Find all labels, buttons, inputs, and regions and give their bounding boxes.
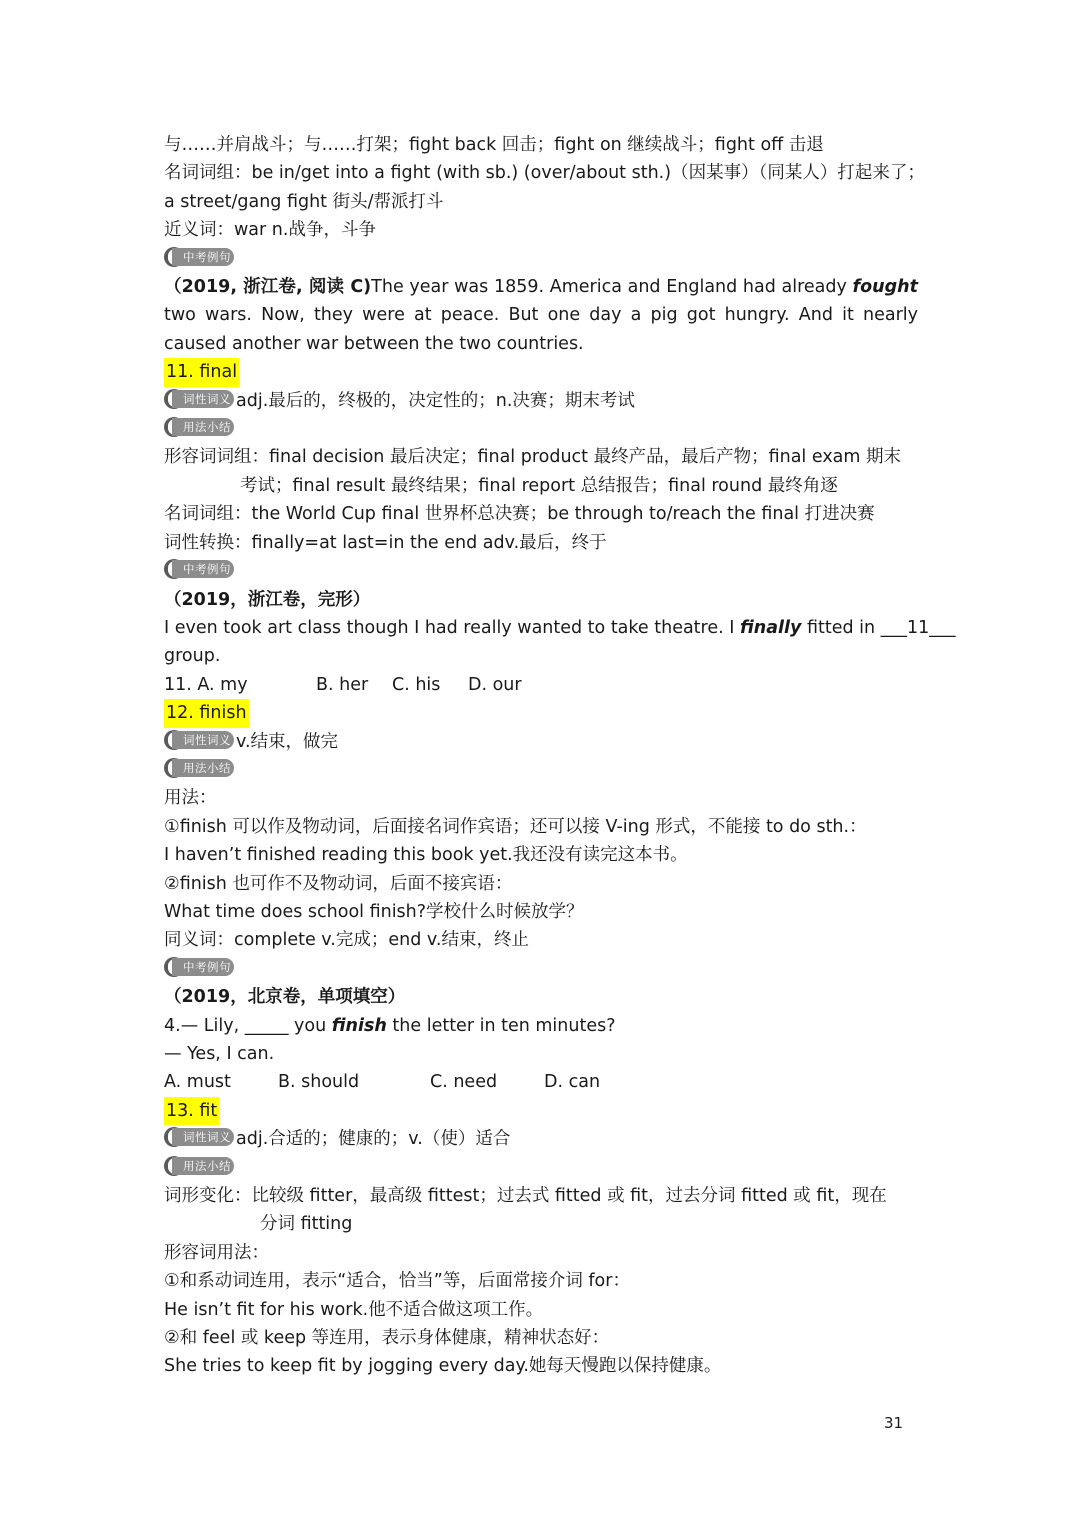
example-source: （2019，浙江卷，完形） bbox=[164, 589, 371, 610]
usage-badge-row bbox=[164, 1154, 918, 1182]
text-line: ②finish 也可作不及物动词，后面不接宾语： bbox=[164, 873, 513, 894]
usage-badge-row bbox=[164, 756, 918, 784]
page-number: 31 bbox=[884, 1414, 904, 1432]
keyword-emphasis: finish bbox=[331, 1015, 387, 1036]
example-sentence: I even took art class though I had really wanted to take theatre. I finally fitted in ___11___ bbox=[164, 617, 956, 638]
text-line: I haven’t finished reading this book yet.我还没有读完这本书。 bbox=[164, 845, 688, 866]
example-source: （2019，北京卷，单项填空） bbox=[164, 987, 406, 1008]
text-line: group. bbox=[164, 646, 221, 667]
option: B. her bbox=[316, 674, 369, 695]
section-heading-fit bbox=[164, 1097, 918, 1125]
exam-example-badge-row bbox=[164, 245, 918, 273]
option: A. must bbox=[164, 1072, 231, 1093]
text-line: 近义词：war n.战争，斗争 bbox=[164, 220, 376, 241]
pos-meaning-badge: 词性词义 bbox=[164, 730, 234, 750]
meaning-line: 词性词义 adj.合适的；健康的；v.（使）适合 bbox=[164, 1125, 918, 1153]
answer-options bbox=[164, 671, 918, 699]
pos-meaning-badge: 词性词义 bbox=[164, 1127, 234, 1147]
page-content bbox=[164, 131, 956, 1381]
text-line: 用法： bbox=[164, 788, 217, 809]
text-line: 词形变化：比较级 fitter，最高级 fittest；过去式 fitted 或 fit，过去分词 fitted 或 fit，现在 bbox=[164, 1186, 887, 1207]
text-line: a street/gang fight 街头/帮派打斗 bbox=[164, 191, 444, 212]
text-line: 形容词词组：final decision 最后决定；final product 最终产品，最后产物；final exam 期末 bbox=[164, 447, 902, 468]
text-line: What time does school finish?学校什么时候放学？ bbox=[164, 901, 584, 922]
section-title: 11. final bbox=[164, 358, 239, 386]
text-line: ①和系动词连用，表示“适合，恰当”等，后面常接介词 for： bbox=[164, 1271, 630, 1292]
option: D. our bbox=[468, 674, 522, 695]
text-line: 形容词用法： bbox=[164, 1242, 269, 1263]
exam-example-badge: 中考例句 bbox=[164, 559, 234, 579]
option: B. should bbox=[278, 1072, 360, 1093]
option: C. his bbox=[392, 674, 441, 695]
meaning-line: 词性词义 v.结束，做完 bbox=[164, 728, 918, 756]
example-source: （2019, 浙江卷, 阅读 C) bbox=[164, 277, 372, 298]
option: C. need bbox=[430, 1072, 498, 1093]
pos-meaning-badge: 词性词义 bbox=[164, 389, 234, 409]
usage-badge-row bbox=[164, 415, 918, 443]
text-line: She tries to keep fit by jogging every day.她每天慢跑以保持健康。 bbox=[164, 1356, 722, 1377]
meaning-line: 词性词义 adj.最后的，终极的，决定性的；n.决赛；期末考试 bbox=[164, 387, 918, 415]
option: 11. A. my bbox=[164, 674, 248, 695]
example-paragraph: （2019, 浙江卷, 阅读 C)The year was 1859. America and England had already fought two wars. Now, they were at peace. But one day a pig got hungry. And it nearly caused another war between the two countries. bbox=[164, 277, 918, 354]
exam-example-badge-row bbox=[164, 955, 918, 983]
text-line: 与……并肩战斗；与……打架；fight back 回击；fight on 继续战斗；fight off 击退 bbox=[164, 135, 824, 155]
exam-example-badge: 中考例句 bbox=[164, 957, 234, 977]
usage-summary-badge: 用法小结 bbox=[164, 758, 234, 778]
exam-example-badge-row bbox=[164, 557, 918, 585]
text-line: 名词词组：be in/get into a fight (with sb.) (over/about sth.)（因某事）（同某人）打起来了； bbox=[164, 163, 925, 184]
text-line: 词性转换：finally=at last=in the end adv.最后，终于 bbox=[164, 532, 607, 553]
text-line: ②和 feel 或 keep 等连用，表示身体健康，精神状态好： bbox=[164, 1328, 610, 1349]
answer-options bbox=[164, 1068, 918, 1096]
usage-summary-badge: 用法小结 bbox=[164, 1156, 234, 1176]
text-line: 名词词组：the World Cup final 世界杯总决赛；be through to/reach the final 打进决赛 bbox=[164, 504, 875, 525]
text-line: — Yes, I can. bbox=[164, 1044, 275, 1064]
example-sentence: 4.— Lily, _____ you finish the letter in ten minutes? bbox=[164, 1015, 616, 1036]
exam-example-badge: 中考例句 bbox=[164, 247, 234, 267]
text-line: 分词 fitting bbox=[260, 1214, 353, 1235]
usage-summary-badge: 用法小结 bbox=[164, 417, 234, 437]
text-line: 同义词：complete v.完成；end v.结束，终止 bbox=[164, 930, 529, 951]
text-line: ①finish 可以作及物动词，后面接名词作宾语；还可以接 V-ing 形式，不能接 to do sth.： bbox=[164, 816, 867, 837]
option: D. can bbox=[544, 1072, 601, 1093]
text-line: 考试；final result 最终结果；final report 总结报告；final round 最终角逐 bbox=[240, 475, 838, 496]
text-line: He isn’t fit for his work.他不适合做这项工作。 bbox=[164, 1299, 544, 1320]
section-title: 12. finish bbox=[164, 699, 249, 727]
section-title: 13. fit bbox=[164, 1097, 219, 1125]
keyword-emphasis: finally bbox=[739, 617, 802, 638]
section-heading-final bbox=[164, 358, 918, 386]
section-heading-finish bbox=[164, 699, 918, 727]
keyword-emphasis: fought bbox=[852, 277, 918, 298]
